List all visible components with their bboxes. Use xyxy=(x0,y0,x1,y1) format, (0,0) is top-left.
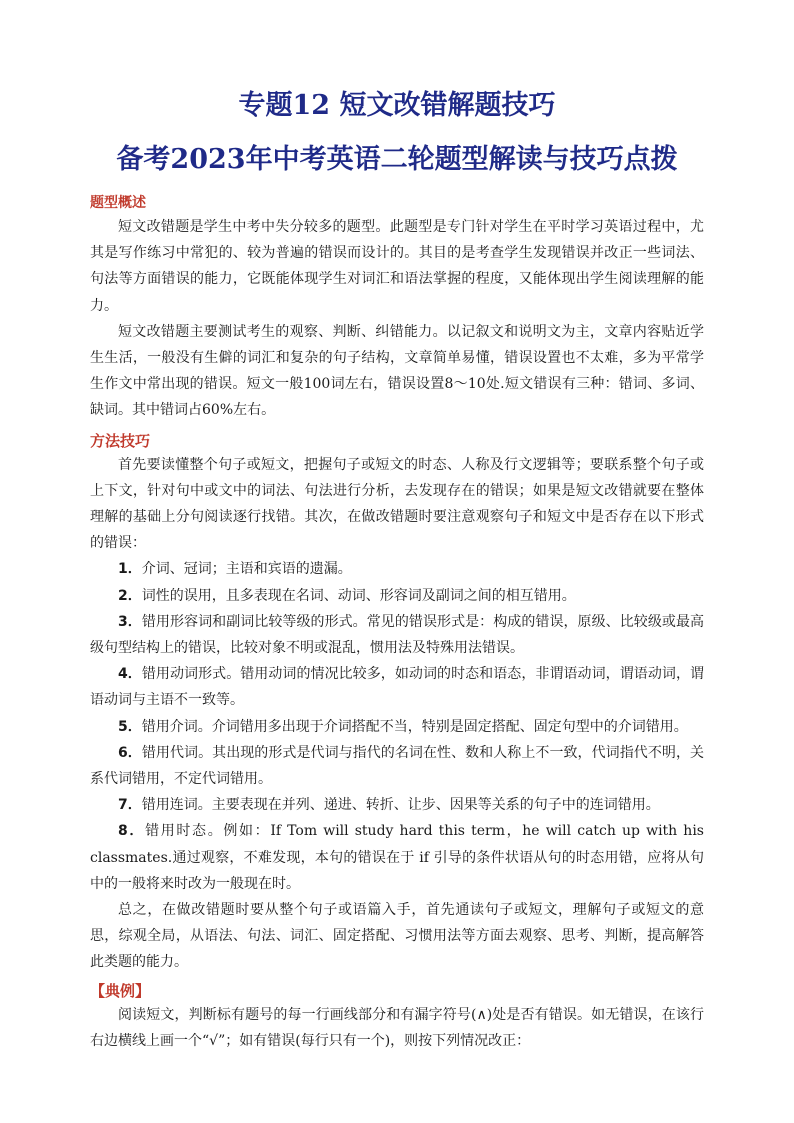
method-item-4: 4．错用动词形式。错用动词的情况比较多，如动词的时态和语态，非谓语动词，谓语动词，谓语动词与主语不一致等。 xyxy=(90,666,704,709)
title-line-1: 专题12 短文改错解题技巧 xyxy=(238,90,556,121)
overview-heading: 题型概述 xyxy=(90,195,146,211)
overview-paragraph-2: 短文改错题主要测试考生的观察、判断、纠错能力。以记叙文和说明文为主，文章内容贴近学生生活，一般没有生僻的词汇和复杂的句子结构，文章简单易懂，错误设置也不太难，多为平常学生作文中常出现的错误。短文一般100词左右，错误设置8～10处.短文错误有三种：错词、多词、缺词。其中错词占60%左右。 xyxy=(90,323,704,419)
example-text: 阅读短文，判断标有题号的每一行画线部分和有漏字符号(∧)处是否有错误。如无错误，在该行右边横线上画一个“√”；如有错误(每行只有一个)，则按下列情况改正： xyxy=(90,1006,704,1049)
method-item-7: 7．错用连词。主要表现在并列、递进、转折、让步、因果等关系的句子中的连词错用。 xyxy=(118,797,660,814)
method-summary: 总之，在做改错题时要从整个句子或语篇入手，首先通读句子或短文，理解句子或短文的意思，综观全局，从语法、句法、词汇、固定搭配、习惯用法等方面去观察、思考、判断，提高解答此类题的能力。 xyxy=(90,902,704,971)
method-intro: 首先要读懂整个句子或短文，把握句子或短文的时态、人称及行文逻辑等；要联系整个句子或上下文，针对句中或文中的词法、句法进行分析，去发现存在的错误；如果是短文改错就要在整体理解的基础上分句阅读逐行找错。其次，在做改错题时要注意观察句子和短文中是否存在以下形式的错误： xyxy=(90,456,704,552)
method-item-8: 8．错用时态。例如：If Tom will study hard this term，he will catch up with his classmates.通过观察，不难发现，本句的错误在于 if 引导的条件状语从句的时态用错，应将从句中的一般将来时改为一般现在时。 xyxy=(90,823,704,892)
method-item-6: 6．错用代词。其出现的形式是代词与指代的名词在性、数和人称上不一致，代词指代不明，关系代词错用，不定代词错用。 xyxy=(90,744,704,788)
title-line-2: 备考2023年中考英语二轮题型解读与技巧点拨 xyxy=(116,144,678,175)
overview-paragraph-1: 短文改错题是学生中考中失分较多的题型。此题型是专门针对学生在平时学习英语过程中，尤其是写作练习中常犯的、较为普遍的错误而设计的。其目的是考查学生发现错误并改正一些词法、句法等方面错误的能力，它既能体现学生对词汇和语法掌握的程度，又能体现出学生阅读理解的能力。 xyxy=(90,219,704,314)
method-item-1: 1．介词、冠词；主语和宾语的遗漏。 xyxy=(118,561,352,578)
method-heading: 方法技巧 xyxy=(90,431,151,450)
method-item-5: 5．错用介词。介词错用多出现于介词搭配不当，特别是固定搭配、固定句型中的介词错用。 xyxy=(118,718,688,735)
method-item-2: 2．词性的误用，且多表现在名词、动词、形容词及副词之间的相互错用。 xyxy=(118,587,576,604)
method-item-3: 3．错用形容词和副词比较等级的形式。常见的错误形式是：构成的错误，原级、比较级或最高级句型结构上的错误，比较对象不明或混乱，惯用法及特殊用法错误。 xyxy=(90,613,704,657)
example-heading: 【典例】 xyxy=(90,981,151,1000)
